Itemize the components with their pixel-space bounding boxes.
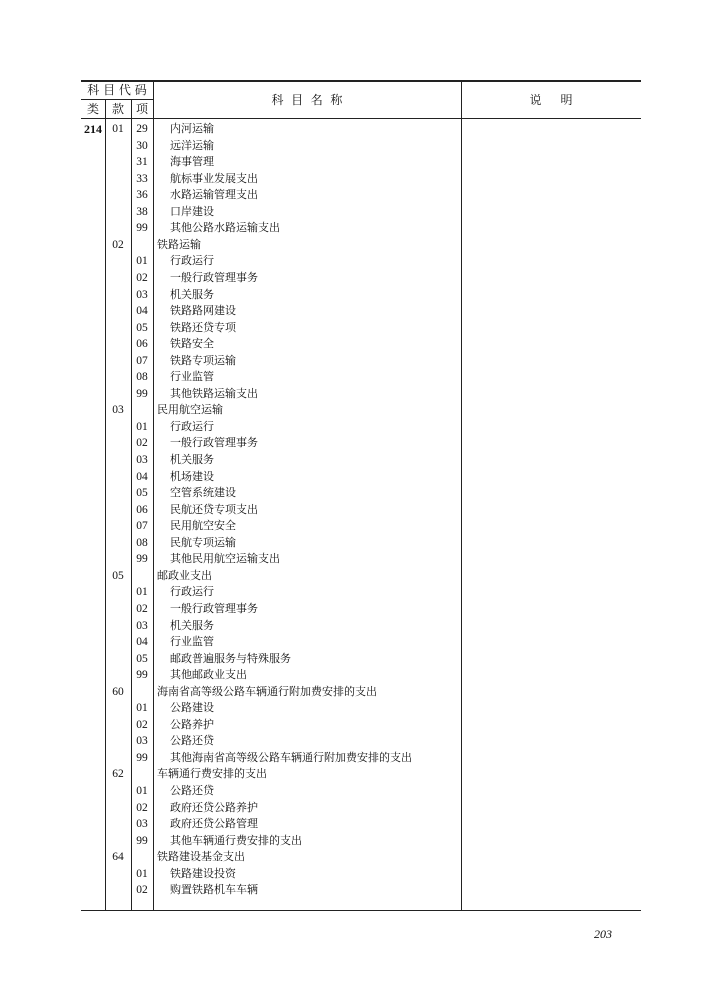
cell-name: 铁路运输 bbox=[157, 237, 201, 251]
cell-name: 铁路专项运输 bbox=[170, 353, 236, 367]
cell-name: 行政运行 bbox=[170, 254, 214, 268]
cell-xiang: 01 bbox=[136, 420, 148, 433]
cell-xiang: 08 bbox=[136, 536, 148, 549]
cell-xiang: 05 bbox=[136, 321, 148, 334]
cell-xiang: 99 bbox=[136, 834, 148, 847]
table-row bbox=[81, 882, 461, 899]
cell-name: 海南省高等级公路车辆通行附加费安排的支出 bbox=[157, 684, 377, 698]
cell-name: 行业监管 bbox=[170, 635, 214, 649]
cell-name: 民用航空安全 bbox=[170, 519, 236, 533]
cell-name: 购置铁路机车车辆 bbox=[170, 883, 258, 897]
cell-name: 内河运输 bbox=[170, 122, 214, 135]
cell-name: 民用航空运输 bbox=[157, 403, 223, 417]
cell-name: 机场建设 bbox=[170, 469, 214, 483]
table-row bbox=[81, 253, 461, 270]
divider-name-note bbox=[461, 82, 462, 910]
cell-name: 其他邮政业支出 bbox=[170, 668, 247, 682]
cell-kuan: 64 bbox=[112, 851, 124, 864]
table-row bbox=[81, 766, 461, 783]
cell-name: 民航还贷专项支出 bbox=[170, 502, 258, 516]
table-row bbox=[81, 551, 461, 568]
table-row bbox=[81, 320, 461, 337]
cell-xiang: 02 bbox=[136, 884, 148, 897]
table-bottom-rule bbox=[81, 910, 641, 911]
cell-xiang: 31 bbox=[136, 156, 148, 169]
table-row bbox=[81, 204, 461, 221]
cell-xiang: 06 bbox=[136, 503, 148, 516]
cell-name: 机关服务 bbox=[170, 453, 214, 466]
page-number: 203 bbox=[594, 927, 612, 941]
cell-name: 民航专项运输 bbox=[170, 535, 236, 549]
table-row bbox=[81, 684, 461, 701]
table-row bbox=[81, 452, 461, 469]
cell-name: 公路还贷 bbox=[170, 784, 214, 797]
table-row bbox=[81, 733, 461, 750]
cell-xiang: 07 bbox=[136, 520, 148, 533]
cell-name: 邮政普遍服务与特殊服务 bbox=[170, 651, 291, 665]
cell-kuan: 03 bbox=[112, 404, 124, 417]
table-row bbox=[81, 833, 461, 850]
table-row bbox=[81, 353, 461, 370]
table-row bbox=[81, 220, 461, 237]
table-row bbox=[81, 750, 461, 767]
cell-xiang: 01 bbox=[136, 586, 148, 599]
cell-xiang: 05 bbox=[136, 487, 148, 500]
cell-xiang: 99 bbox=[136, 222, 148, 235]
cell-xiang: 02 bbox=[136, 271, 148, 284]
table-row bbox=[81, 535, 461, 552]
cell-xiang: 06 bbox=[136, 338, 148, 351]
cell-xiang: 03 bbox=[136, 818, 148, 831]
table-row bbox=[81, 435, 461, 452]
table-row bbox=[81, 287, 461, 304]
table-row bbox=[81, 171, 461, 188]
table-row bbox=[81, 469, 461, 486]
table-row bbox=[81, 419, 461, 436]
cell-name: 其他公路水路运输支出 bbox=[170, 221, 280, 235]
cell-xiang: 02 bbox=[136, 437, 148, 450]
header-note: 说 明 bbox=[529, 93, 573, 107]
cell-xiang: 01 bbox=[136, 785, 148, 797]
table-row bbox=[81, 667, 461, 684]
cell-name: 行政运行 bbox=[170, 419, 214, 433]
code-group-rule bbox=[81, 99, 153, 100]
cell-name: 铁路路网建设 bbox=[170, 304, 236, 318]
cell-xiang: 04 bbox=[136, 305, 148, 318]
cell-name: 空管系统建设 bbox=[170, 486, 236, 500]
cell-xiang: 04 bbox=[136, 470, 148, 483]
cell-kuan: 60 bbox=[112, 685, 124, 698]
cell-name: 一般行政管理事务 bbox=[170, 270, 258, 284]
cell-xiang: 04 bbox=[136, 636, 148, 649]
table-row bbox=[81, 816, 461, 833]
cell-lei: 214 bbox=[84, 122, 102, 136]
cell-name: 水路运输管理支出 bbox=[170, 188, 258, 202]
cell-xiang: 01 bbox=[136, 255, 148, 268]
table-row bbox=[81, 121, 461, 138]
cell-xiang: 03 bbox=[136, 454, 148, 466]
cell-xiang: 07 bbox=[136, 354, 148, 367]
cell-name: 海事管理 bbox=[170, 155, 214, 169]
cell-xiang: 03 bbox=[136, 288, 148, 301]
table-row bbox=[81, 700, 461, 717]
cell-name: 车辆通行费安排的支出 bbox=[157, 767, 267, 781]
cell-xiang: 99 bbox=[136, 669, 148, 682]
cell-name: 铁路还贷专项 bbox=[170, 320, 236, 334]
cell-kuan: 01 bbox=[112, 123, 124, 135]
table-row bbox=[81, 618, 461, 635]
table-row bbox=[81, 584, 461, 601]
cell-xiang: 02 bbox=[136, 718, 148, 731]
cell-name: 政府还贷公路管理 bbox=[170, 817, 258, 831]
table-row bbox=[81, 237, 461, 254]
header-code-group: 科 目 代 码 bbox=[87, 83, 147, 97]
table-row bbox=[81, 303, 461, 320]
table-row bbox=[81, 651, 461, 668]
cell-name: 其他车辆通行费安排的支出 bbox=[170, 833, 302, 847]
cell-name: 铁路建设投资 bbox=[170, 866, 236, 880]
cell-xiang: 38 bbox=[136, 205, 148, 218]
cell-xiang: 33 bbox=[136, 172, 148, 185]
table-row bbox=[81, 138, 461, 155]
cell-xiang: 36 bbox=[136, 189, 148, 202]
header-kuan: 款 bbox=[111, 102, 124, 116]
header-name: 科 目 名 称 bbox=[271, 93, 343, 107]
table-row bbox=[81, 369, 461, 386]
cell-name: 行政运行 bbox=[170, 585, 214, 599]
cell-xiang: 02 bbox=[136, 602, 148, 615]
cell-kuan: 05 bbox=[112, 569, 124, 582]
table-row bbox=[81, 800, 461, 817]
table-top-rule bbox=[81, 80, 641, 82]
table-row bbox=[81, 849, 461, 866]
cell-xiang: 99 bbox=[136, 387, 148, 400]
table-row bbox=[81, 518, 461, 535]
cell-name: 行业监管 bbox=[170, 370, 214, 384]
cell-xiang: 02 bbox=[136, 801, 148, 814]
table-row bbox=[81, 783, 461, 800]
cell-xiang: 03 bbox=[136, 619, 148, 632]
table-row bbox=[81, 717, 461, 734]
cell-xiang: 03 bbox=[136, 735, 148, 748]
cell-name: 铁路建设基金支出 bbox=[157, 850, 245, 864]
cell-name: 公路养护 bbox=[170, 717, 214, 731]
table-row bbox=[81, 485, 461, 502]
table-row bbox=[81, 502, 461, 519]
cell-name: 其他海南省高等级公路车辆通行附加费安排的支出 bbox=[170, 750, 412, 764]
table-row bbox=[81, 187, 461, 204]
table-row bbox=[81, 154, 461, 171]
cell-xiang: 99 bbox=[136, 553, 148, 566]
cell-name: 机关服务 bbox=[170, 618, 214, 632]
header-bottom-rule bbox=[81, 118, 641, 119]
cell-name: 其他铁路运输支出 bbox=[170, 386, 258, 400]
cell-xiang: 99 bbox=[136, 751, 148, 764]
table-row bbox=[81, 568, 461, 585]
table-row bbox=[81, 386, 461, 403]
cell-name: 一般行政管理事务 bbox=[170, 436, 258, 450]
cell-name: 一般行政管理事务 bbox=[170, 601, 258, 615]
cell-xiang: 01 bbox=[136, 702, 148, 715]
cell-name: 机关服务 bbox=[170, 287, 214, 301]
table-row bbox=[81, 336, 461, 353]
table-row bbox=[81, 270, 461, 287]
cell-name: 铁路安全 bbox=[170, 337, 214, 351]
cell-kuan: 02 bbox=[112, 238, 124, 251]
cell-name: 航标事业发展支出 bbox=[170, 171, 258, 185]
cell-xiang: 01 bbox=[136, 867, 148, 880]
cell-name: 公路还贷 bbox=[170, 734, 214, 748]
cell-xiang: 08 bbox=[136, 371, 148, 384]
table-row bbox=[81, 866, 461, 883]
header-lei: 类 bbox=[86, 102, 99, 116]
table-row bbox=[81, 601, 461, 618]
cell-xiang: 29 bbox=[136, 123, 148, 135]
header-xiang: 项 bbox=[135, 102, 148, 116]
cell-name: 公路建设 bbox=[170, 701, 214, 715]
cell-xiang: 05 bbox=[136, 652, 148, 665]
cell-name: 邮政业支出 bbox=[157, 568, 212, 582]
table-row bbox=[81, 402, 461, 419]
cell-xiang: 30 bbox=[136, 139, 148, 152]
cell-name: 政府还贷公路养护 bbox=[170, 800, 258, 814]
cell-name: 远洋运输 bbox=[170, 138, 214, 152]
cell-kuan: 62 bbox=[112, 768, 124, 781]
table-row bbox=[81, 634, 461, 651]
cell-name: 口岸建设 bbox=[170, 204, 214, 218]
cell-name: 其他民用航空运输支出 bbox=[170, 552, 280, 566]
